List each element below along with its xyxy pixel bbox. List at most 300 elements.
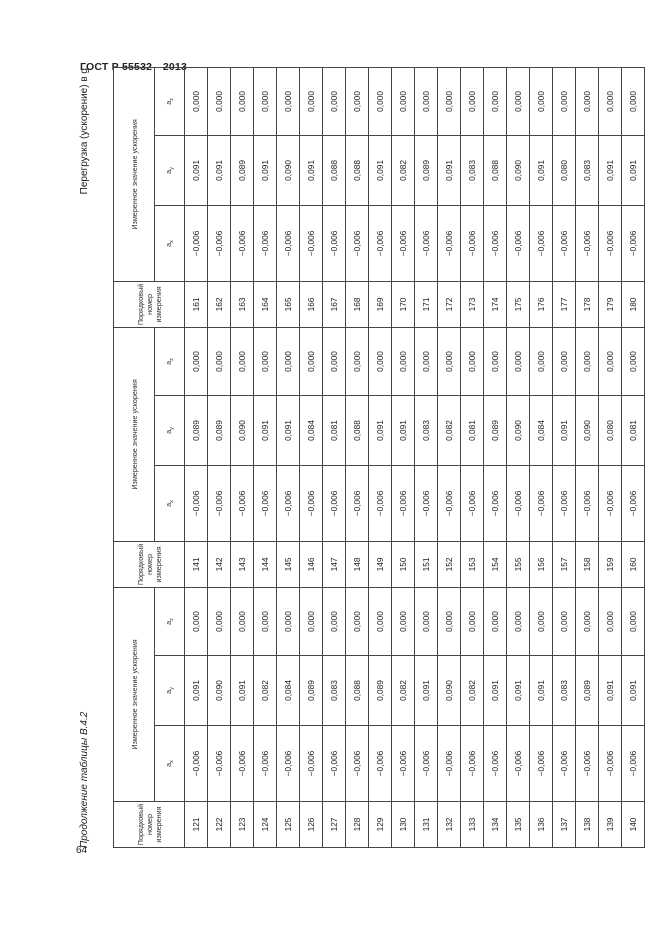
cell-ax: −0,006 bbox=[415, 726, 438, 802]
cell-measurement-number: 164 bbox=[254, 281, 277, 327]
cell-az: 0,000 bbox=[369, 327, 392, 395]
cell-measurement-number: 146 bbox=[300, 541, 323, 587]
cell-ax: −0,006 bbox=[484, 465, 507, 541]
cell-ax: −0,006 bbox=[300, 465, 323, 541]
cell-measurement-number: 163 bbox=[231, 281, 254, 327]
cell-measurement-number: 154 bbox=[484, 541, 507, 587]
cell-az: 0,000 bbox=[300, 67, 323, 135]
cell-ax: −0,006 bbox=[461, 205, 484, 281]
cell-measurement-number: 150 bbox=[392, 541, 415, 587]
cell-ay: 0,080 bbox=[553, 135, 576, 205]
cell-az: 0,000 bbox=[392, 67, 415, 135]
cell-ax: −0,006 bbox=[346, 726, 369, 802]
axis-letter: a bbox=[164, 242, 173, 247]
cell-ay: 0,082 bbox=[392, 656, 415, 726]
cell-measurement-number: 127 bbox=[323, 802, 346, 848]
cell-ay: 0,090 bbox=[438, 656, 461, 726]
header-axis-y bbox=[155, 656, 185, 726]
cell-ax: −0,006 bbox=[553, 726, 576, 802]
cell-ay: 0,091 bbox=[622, 135, 645, 205]
cell-ax: −0,006 bbox=[553, 465, 576, 541]
measurement-table bbox=[113, 67, 645, 848]
cell-ax: −0,006 bbox=[461, 726, 484, 802]
axis-letter: a bbox=[164, 100, 173, 105]
cell-measurement-number: 122 bbox=[208, 802, 231, 848]
table-row bbox=[323, 67, 346, 847]
header-axis-y bbox=[155, 395, 185, 465]
cell-az: 0,000 bbox=[576, 67, 599, 135]
cell-ay: 0,091 bbox=[300, 135, 323, 205]
cell-measurement-number: 166 bbox=[300, 281, 323, 327]
overload-label: Перегрузка (ускорение) в g bbox=[79, 68, 90, 195]
cell-az: 0,000 bbox=[438, 587, 461, 655]
cell-ay: 0,083 bbox=[461, 135, 484, 205]
cell-az: 0,000 bbox=[346, 327, 369, 395]
cell-ax: −0,006 bbox=[530, 726, 553, 802]
cell-az: 0,000 bbox=[185, 327, 208, 395]
cell-ay: 0,090 bbox=[576, 395, 599, 465]
cell-az: 0,000 bbox=[461, 327, 484, 395]
cell-ay: 0,089 bbox=[415, 135, 438, 205]
cell-ay: 0,082 bbox=[392, 135, 415, 205]
cell-ax: −0,006 bbox=[438, 465, 461, 541]
cell-az: 0,000 bbox=[599, 327, 622, 395]
cell-az: 0,000 bbox=[300, 587, 323, 655]
cell-ay: 0,082 bbox=[438, 395, 461, 465]
cell-ay: 0,081 bbox=[461, 395, 484, 465]
header-measured-value: Измеренное значение ускорения bbox=[114, 67, 155, 281]
cell-ax: −0,006 bbox=[185, 726, 208, 802]
table-row bbox=[346, 67, 369, 847]
cell-az: 0,000 bbox=[369, 67, 392, 135]
page-header: ГОСТ Р 55532—2013 bbox=[80, 61, 188, 73]
cell-ay: 0,091 bbox=[369, 135, 392, 205]
cell-ax: −0,006 bbox=[300, 726, 323, 802]
cell-ax: −0,006 bbox=[507, 465, 530, 541]
cell-measurement-number: 177 bbox=[553, 281, 576, 327]
cell-ay: 0,084 bbox=[277, 656, 300, 726]
cell-ay: 0,088 bbox=[346, 656, 369, 726]
cell-ax: −0,006 bbox=[231, 205, 254, 281]
cell-measurement-number: 161 bbox=[185, 281, 208, 327]
cell-ax: −0,006 bbox=[507, 205, 530, 281]
cell-ay: 0,081 bbox=[323, 395, 346, 465]
cell-measurement-number: 158 bbox=[576, 541, 599, 587]
cell-ax: −0,006 bbox=[599, 205, 622, 281]
axis-letter: a bbox=[164, 762, 173, 767]
header-axis-x bbox=[155, 726, 185, 802]
cell-ax: −0,006 bbox=[208, 465, 231, 541]
cell-az: 0,000 bbox=[300, 327, 323, 395]
cell-ay: 0,084 bbox=[300, 395, 323, 465]
cell-measurement-number: 130 bbox=[392, 802, 415, 848]
table-row bbox=[530, 67, 553, 847]
cell-az: 0,000 bbox=[415, 67, 438, 135]
cell-ay: 0,082 bbox=[254, 656, 277, 726]
cell-ax: −0,006 bbox=[622, 726, 645, 802]
cell-az: 0,000 bbox=[484, 587, 507, 655]
axis-letter: a bbox=[164, 360, 173, 365]
cell-ax: −0,006 bbox=[277, 726, 300, 802]
cell-measurement-number: 129 bbox=[369, 802, 392, 848]
table-row bbox=[254, 67, 277, 847]
cell-ax: −0,006 bbox=[254, 205, 277, 281]
cell-az: 0,000 bbox=[599, 587, 622, 655]
cell-measurement-number: 132 bbox=[438, 802, 461, 848]
cell-az: 0,000 bbox=[323, 67, 346, 135]
cell-measurement-number: 178 bbox=[576, 281, 599, 327]
cell-ay: 0,090 bbox=[277, 135, 300, 205]
cell-measurement-number: 121 bbox=[185, 802, 208, 848]
cell-ax: −0,006 bbox=[300, 205, 323, 281]
cell-ax: −0,006 bbox=[231, 726, 254, 802]
cell-measurement-number: 140 bbox=[622, 802, 645, 848]
cell-measurement-number: 137 bbox=[553, 802, 576, 848]
cell-ax: −0,006 bbox=[208, 726, 231, 802]
header-measurement-number: Порядковый номер измерения bbox=[114, 802, 185, 848]
cell-ax: −0,006 bbox=[576, 726, 599, 802]
cell-measurement-number: 176 bbox=[530, 281, 553, 327]
cell-ax: −0,006 bbox=[530, 465, 553, 541]
cell-ay: 0,091 bbox=[622, 656, 645, 726]
cell-az: 0,000 bbox=[254, 67, 277, 135]
cell-ay: 0,091 bbox=[415, 656, 438, 726]
cell-az: 0,000 bbox=[461, 67, 484, 135]
cell-measurement-number: 160 bbox=[622, 541, 645, 587]
header-measured-value: Измеренное значение ускорения bbox=[114, 587, 155, 801]
table-header-row bbox=[114, 67, 155, 847]
cell-ay: 0,083 bbox=[576, 135, 599, 205]
cell-ax: −0,006 bbox=[323, 205, 346, 281]
cell-ay: 0,081 bbox=[622, 395, 645, 465]
cell-measurement-number: 155 bbox=[507, 541, 530, 587]
cell-measurement-number: 145 bbox=[277, 541, 300, 587]
cell-ay: 0,089 bbox=[185, 395, 208, 465]
cell-az: 0,000 bbox=[346, 587, 369, 655]
cell-measurement-number: 125 bbox=[277, 802, 300, 848]
cell-az: 0,000 bbox=[231, 67, 254, 135]
cell-az: 0,000 bbox=[576, 327, 599, 395]
cell-az: 0,000 bbox=[208, 587, 231, 655]
cell-ax: −0,006 bbox=[369, 726, 392, 802]
cell-measurement-number: 167 bbox=[323, 281, 346, 327]
table-row bbox=[599, 67, 622, 847]
cell-ax: −0,006 bbox=[323, 465, 346, 541]
cell-ax: −0,006 bbox=[392, 726, 415, 802]
cell-ax: −0,006 bbox=[553, 205, 576, 281]
table-row bbox=[300, 67, 323, 847]
cell-ay: 0,091 bbox=[553, 395, 576, 465]
cell-az: 0,000 bbox=[438, 327, 461, 395]
cell-ay: 0,090 bbox=[507, 135, 530, 205]
cell-measurement-number: 134 bbox=[484, 802, 507, 848]
cell-ay: 0,083 bbox=[323, 656, 346, 726]
cell-ay: 0,091 bbox=[599, 135, 622, 205]
table-row bbox=[185, 67, 208, 847]
cell-ay: 0,089 bbox=[369, 656, 392, 726]
cell-az: 0,000 bbox=[323, 327, 346, 395]
cell-ay: 0,088 bbox=[346, 395, 369, 465]
cell-az: 0,000 bbox=[277, 327, 300, 395]
cell-ax: −0,006 bbox=[576, 205, 599, 281]
axis-subscript: y bbox=[169, 427, 175, 430]
cell-ax: −0,006 bbox=[484, 726, 507, 802]
cell-az: 0,000 bbox=[622, 67, 645, 135]
cell-az: 0,000 bbox=[185, 587, 208, 655]
cell-measurement-number: 159 bbox=[599, 541, 622, 587]
axis-subscript: x bbox=[169, 760, 175, 763]
header-axis-z bbox=[155, 327, 185, 395]
cell-measurement-number: 135 bbox=[507, 802, 530, 848]
cell-ax: −0,006 bbox=[185, 205, 208, 281]
cell-ay: 0,090 bbox=[231, 395, 254, 465]
cell-az: 0,000 bbox=[576, 587, 599, 655]
cell-ax: −0,006 bbox=[392, 205, 415, 281]
cell-ay: 0,089 bbox=[484, 395, 507, 465]
cell-az: 0,000 bbox=[231, 587, 254, 655]
cell-az: 0,000 bbox=[553, 327, 576, 395]
cell-ax: −0,006 bbox=[530, 205, 553, 281]
cell-ay: 0,091 bbox=[392, 395, 415, 465]
cell-measurement-number: 124 bbox=[254, 802, 277, 848]
cell-measurement-number: 141 bbox=[185, 541, 208, 587]
cell-ax: −0,006 bbox=[208, 205, 231, 281]
cell-az: 0,000 bbox=[392, 327, 415, 395]
cell-ax: −0,006 bbox=[392, 465, 415, 541]
table-row bbox=[438, 67, 461, 847]
table-body bbox=[185, 67, 645, 847]
table-subheader-row bbox=[155, 67, 185, 847]
cell-ay: 0,084 bbox=[530, 395, 553, 465]
cell-measurement-number: 156 bbox=[530, 541, 553, 587]
header-axis-z bbox=[155, 67, 185, 135]
cell-az: 0,000 bbox=[323, 587, 346, 655]
cell-ay: 0,091 bbox=[484, 656, 507, 726]
cell-az: 0,000 bbox=[461, 587, 484, 655]
cell-ay: 0,082 bbox=[461, 656, 484, 726]
cell-ay: 0,088 bbox=[323, 135, 346, 205]
cell-ax: −0,006 bbox=[369, 465, 392, 541]
cell-measurement-number: 133 bbox=[461, 802, 484, 848]
cell-ay: 0,091 bbox=[254, 135, 277, 205]
cell-az: 0,000 bbox=[622, 327, 645, 395]
table-row bbox=[484, 67, 507, 847]
cell-ay: 0,091 bbox=[369, 395, 392, 465]
header-axis-x bbox=[155, 205, 185, 281]
cell-measurement-number: 169 bbox=[369, 281, 392, 327]
cell-ay: 0,088 bbox=[484, 135, 507, 205]
cell-az: 0,000 bbox=[208, 67, 231, 135]
cell-ay: 0,091 bbox=[277, 395, 300, 465]
axis-subscript: z bbox=[169, 358, 175, 361]
table-row bbox=[622, 67, 645, 847]
cell-ax: −0,006 bbox=[622, 205, 645, 281]
table-row bbox=[415, 67, 438, 847]
cell-measurement-number: 175 bbox=[507, 281, 530, 327]
header-axis-z bbox=[155, 587, 185, 655]
cell-az: 0,000 bbox=[553, 67, 576, 135]
axis-subscript: z bbox=[169, 98, 175, 101]
table-row bbox=[507, 67, 530, 847]
cell-ax: −0,006 bbox=[599, 465, 622, 541]
cell-measurement-number: 139 bbox=[599, 802, 622, 848]
axis-letter: a bbox=[164, 429, 173, 434]
header-measurement-number: Порядковый номер измерения bbox=[114, 281, 185, 327]
cell-ay: 0,083 bbox=[553, 656, 576, 726]
cell-ax: −0,006 bbox=[599, 726, 622, 802]
table-row bbox=[576, 67, 599, 847]
cell-ay: 0,090 bbox=[507, 395, 530, 465]
rotated-table-area bbox=[79, 68, 638, 848]
cell-measurement-number: 152 bbox=[438, 541, 461, 587]
cell-ay: 0,091 bbox=[185, 656, 208, 726]
cell-az: 0,000 bbox=[277, 67, 300, 135]
cell-ay: 0,091 bbox=[231, 656, 254, 726]
axis-letter: a bbox=[164, 169, 173, 174]
cell-ax: −0,006 bbox=[185, 465, 208, 541]
cell-measurement-number: 170 bbox=[392, 281, 415, 327]
cell-ax: −0,006 bbox=[484, 205, 507, 281]
cell-ay: 0,089 bbox=[208, 395, 231, 465]
cell-ax: −0,006 bbox=[254, 726, 277, 802]
cell-az: 0,000 bbox=[185, 67, 208, 135]
header-axis-y bbox=[155, 135, 185, 205]
cell-measurement-number: 157 bbox=[553, 541, 576, 587]
cell-az: 0,000 bbox=[507, 587, 530, 655]
cell-ay: 0,080 bbox=[599, 395, 622, 465]
cell-az: 0,000 bbox=[277, 587, 300, 655]
cell-ax: −0,006 bbox=[576, 465, 599, 541]
cell-ay: 0,088 bbox=[346, 135, 369, 205]
axis-subscript: y bbox=[169, 687, 175, 690]
cell-ay: 0,091 bbox=[530, 135, 553, 205]
cell-ax: −0,006 bbox=[415, 465, 438, 541]
cell-az: 0,000 bbox=[530, 327, 553, 395]
cell-measurement-number: 168 bbox=[346, 281, 369, 327]
table-row bbox=[277, 67, 300, 847]
cell-measurement-number: 138 bbox=[576, 802, 599, 848]
cell-az: 0,000 bbox=[599, 67, 622, 135]
cell-az: 0,000 bbox=[553, 587, 576, 655]
cell-measurement-number: 131 bbox=[415, 802, 438, 848]
cell-measurement-number: 174 bbox=[484, 281, 507, 327]
cell-ax: −0,006 bbox=[369, 205, 392, 281]
cell-az: 0,000 bbox=[346, 67, 369, 135]
cell-measurement-number: 123 bbox=[231, 802, 254, 848]
cell-ay: 0,091 bbox=[208, 135, 231, 205]
cell-ay: 0,091 bbox=[254, 395, 277, 465]
cell-az: 0,000 bbox=[369, 587, 392, 655]
axis-letter: a bbox=[164, 502, 173, 507]
cell-az: 0,000 bbox=[231, 327, 254, 395]
page-number: 64 bbox=[76, 845, 88, 856]
cell-ax: −0,006 bbox=[438, 205, 461, 281]
cell-measurement-number: 179 bbox=[599, 281, 622, 327]
axis-subscript: x bbox=[169, 240, 175, 243]
cell-ax: −0,006 bbox=[415, 205, 438, 281]
cell-az: 0,000 bbox=[392, 587, 415, 655]
cell-ay: 0,089 bbox=[300, 656, 323, 726]
cell-measurement-number: 165 bbox=[277, 281, 300, 327]
cell-ay: 0,091 bbox=[185, 135, 208, 205]
cell-measurement-number: 171 bbox=[415, 281, 438, 327]
table-caption: Продолжение таблицы В.4.2 bbox=[79, 711, 90, 848]
cell-az: 0,000 bbox=[507, 327, 530, 395]
cell-az: 0,000 bbox=[254, 327, 277, 395]
cell-measurement-number: 128 bbox=[346, 802, 369, 848]
cell-ay: 0,091 bbox=[507, 656, 530, 726]
table-row bbox=[231, 67, 254, 847]
axis-letter: a bbox=[164, 689, 173, 694]
cell-ax: −0,006 bbox=[231, 465, 254, 541]
cell-az: 0,000 bbox=[622, 587, 645, 655]
table-row bbox=[392, 67, 415, 847]
cell-measurement-number: 151 bbox=[415, 541, 438, 587]
cell-ax: −0,006 bbox=[346, 205, 369, 281]
cell-measurement-number: 136 bbox=[530, 802, 553, 848]
cell-az: 0,000 bbox=[484, 67, 507, 135]
cell-az: 0,000 bbox=[208, 327, 231, 395]
cell-measurement-number: 173 bbox=[461, 281, 484, 327]
cell-az: 0,000 bbox=[530, 587, 553, 655]
cell-measurement-number: 180 bbox=[622, 281, 645, 327]
cell-ax: −0,006 bbox=[461, 465, 484, 541]
cell-measurement-number: 143 bbox=[231, 541, 254, 587]
cell-ax: −0,006 bbox=[277, 205, 300, 281]
cell-az: 0,000 bbox=[254, 587, 277, 655]
table-row bbox=[369, 67, 392, 847]
cell-az: 0,000 bbox=[484, 327, 507, 395]
cell-measurement-number: 172 bbox=[438, 281, 461, 327]
axis-subscript: z bbox=[169, 618, 175, 621]
cell-az: 0,000 bbox=[438, 67, 461, 135]
cell-ax: −0,006 bbox=[254, 465, 277, 541]
axis-subscript: y bbox=[169, 167, 175, 170]
header-axis-x bbox=[155, 465, 185, 541]
cell-measurement-number: 148 bbox=[346, 541, 369, 587]
cell-ax: −0,006 bbox=[438, 726, 461, 802]
cell-ay: 0,091 bbox=[599, 656, 622, 726]
header-measured-value: Измеренное значение ускорения bbox=[114, 327, 155, 541]
cell-ax: −0,006 bbox=[277, 465, 300, 541]
cell-ay: 0,091 bbox=[438, 135, 461, 205]
cell-az: 0,000 bbox=[507, 67, 530, 135]
cell-measurement-number: 142 bbox=[208, 541, 231, 587]
cell-az: 0,000 bbox=[530, 67, 553, 135]
cell-ay: 0,083 bbox=[415, 395, 438, 465]
cell-measurement-number: 162 bbox=[208, 281, 231, 327]
cell-ax: −0,006 bbox=[323, 726, 346, 802]
cell-measurement-number: 149 bbox=[369, 541, 392, 587]
table-row bbox=[553, 67, 576, 847]
cell-ax: −0,006 bbox=[346, 465, 369, 541]
cell-az: 0,000 bbox=[415, 587, 438, 655]
axis-subscript: x bbox=[169, 500, 175, 503]
cell-ay: 0,090 bbox=[208, 656, 231, 726]
axis-letter: a bbox=[164, 620, 173, 625]
cell-ay: 0,089 bbox=[576, 656, 599, 726]
cell-ay: 0,091 bbox=[530, 656, 553, 726]
cell-measurement-number: 147 bbox=[323, 541, 346, 587]
cell-ax: −0,006 bbox=[622, 465, 645, 541]
cell-az: 0,000 bbox=[415, 327, 438, 395]
cell-measurement-number: 144 bbox=[254, 541, 277, 587]
cell-ay: 0,089 bbox=[231, 135, 254, 205]
table-row bbox=[208, 67, 231, 847]
cell-ax: −0,006 bbox=[507, 726, 530, 802]
header-measurement-number: Порядковый номер измерения bbox=[114, 541, 185, 587]
table-row bbox=[461, 67, 484, 847]
